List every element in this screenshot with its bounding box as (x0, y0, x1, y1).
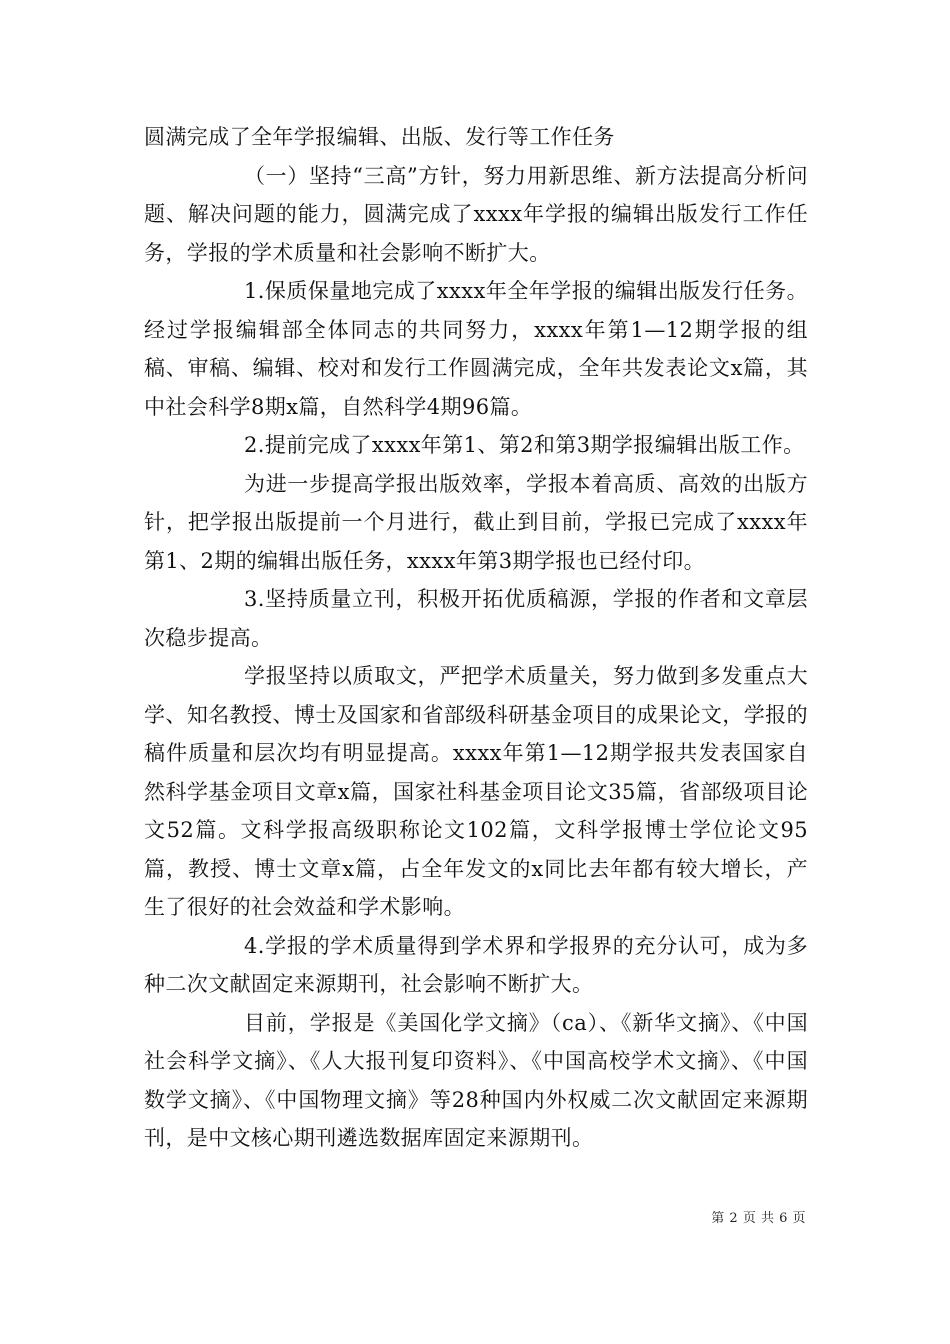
paragraph-item-3: 3.坚持质量立刊，积极开拓优质稿源，学报的作者和文章层次稳步提高。 (144, 587, 808, 650)
paragraph-item-2: 2.提前完成了xxxx年第1、第2和第3期学报编辑出版工作。 (244, 433, 805, 457)
paragraph-item-4: 4.学报的学术质量得到学术界和学报界的充分认可，成为多种二次文献固定来源期刊，社会影响不断扩大。 (144, 933, 808, 996)
paragraph-item-2-detail: 为进一步提高学报出版效率，学报本着高质、高效的出版方针，把学报出版提前一个月进行，截止到目前，学报已完成了xxxx年第1、2期的编辑出版任务，xxxx年第3期学报也已经付印。 (144, 471, 808, 573)
page-number-footer: 第 2 页 共 6 页 (711, 1211, 806, 1226)
paragraph-item-4-detail: 目前，学报是《美国化学文摘》（ca）、《新华文摘》、《中国社会科学文摘》、《人大报刊复印资料》、《中国高校学术文摘》、《中国数学文摘》、《中国物理文摘》等28种国内外权威二次文献固定来源期刊，是中文核心期刊遴选数据库固定来源期刊。 (144, 1010, 808, 1150)
paragraph-section-heading: 圆满完成了全年学报编辑、出版、发行等工作任务 (144, 125, 615, 149)
paragraph-item-3-detail: 学报坚持以质取文，严把学术质量关，努力做到多发重点大学、知名教授、博士及国家和省部级科研基金项目的成果论文，学报的稿件质量和层次均有明显提高。xxxx年第1—12期学报共发表国家自然科学基金项目文章x篇，国家社科基金项目论文35篇，省部级项目论文52篇。文科学报高级职称论文102篇，文科学报博士学位论文95篇，教授、博士文章x篇，占全年发文的x同比去年都有较大增长，产生了很好的社会效益和学术影响。 (144, 664, 808, 919)
paragraph-item-1: 1.保质保量地完成了xxxx年全年学报的编辑出版发行任务。经过学报编辑部全体同志的共同努力，xxxx年第1—12期学报的组稿、审稿、编辑、校对和发行工作圆满完成，全年共发表论文x篇，其中社会科学8期x篇，自然科学4期96篇。 (144, 279, 808, 419)
document-body (144, 118, 808, 1158)
paragraph-policy-summary: （一）坚持“三高”方针，努力用新思维、新方法提高分析问题、解决问题的能力，圆满完成了xxxx年学报的编辑出版发行工作任务，学报的学术质量和社会影响不断扩大。 (144, 163, 808, 265)
